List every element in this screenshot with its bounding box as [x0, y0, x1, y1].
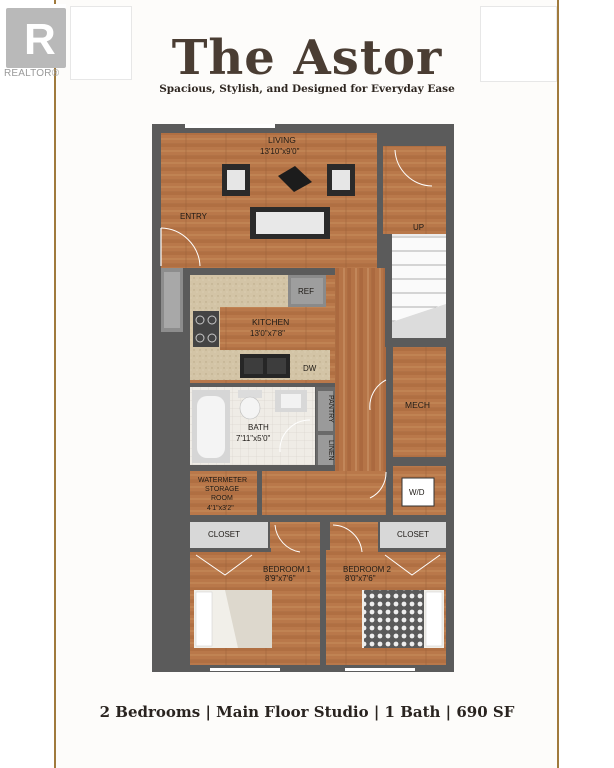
- label-bath-size: 7'11"x5'0": [236, 434, 271, 443]
- label-mech: MECH: [405, 400, 431, 410]
- wall: [320, 516, 326, 666]
- label-linen: LINEN: [327, 440, 334, 461]
- realtor-text: REALTOR®: [4, 68, 60, 79]
- wall: [181, 548, 271, 552]
- label-pantry: PANTRY: [327, 395, 334, 423]
- label-bedroom-1-size: 8'9"x7'6": [265, 574, 296, 583]
- wall: [257, 471, 262, 516]
- bed-1-pillows: [196, 592, 212, 646]
- listing-summary: 2 Bedrooms | Main Floor Studio | 1 Bath | 690 SF: [99, 703, 515, 721]
- label-kitchen: KITCHEN: [252, 317, 290, 327]
- label-up: UP: [413, 223, 425, 232]
- label-entry: ENTRY: [180, 212, 207, 221]
- lower-hall-floor: [262, 471, 390, 516]
- armchair-right-seat: [332, 170, 350, 190]
- label-living-size: 13'10"x9'0": [260, 147, 300, 156]
- label-wd: W/D: [409, 488, 425, 497]
- bedroom1-upper: [270, 522, 320, 550]
- page-subtitle: Spacious, Stylish, and Designed for Everyday Ease: [159, 83, 455, 95]
- wall: [385, 234, 392, 344]
- wall: [386, 457, 446, 466]
- entry-side-panel-inner: [164, 272, 180, 328]
- label-bedroom-2-size: 8'0"x7'6": [345, 574, 376, 583]
- wall: [181, 515, 446, 522]
- window: [345, 668, 415, 671]
- label-room: ROOM: [211, 495, 233, 502]
- bed-2-quilt: [364, 590, 424, 648]
- label-bedroom-2: BEDROOM 2: [343, 565, 392, 574]
- sofa-cushions: [256, 212, 324, 234]
- stove: [193, 311, 219, 347]
- label-kitchen-size: 13'0"x7'8": [250, 329, 285, 338]
- wall: [378, 548, 446, 552]
- svg-text:R: R: [24, 15, 56, 64]
- sink-basin: [267, 358, 286, 374]
- label-living: LIVING: [268, 135, 296, 145]
- wall: [190, 383, 335, 387]
- window: [185, 124, 275, 128]
- label-closet-1: CLOSET: [208, 530, 241, 539]
- toilet-bowl: [240, 397, 260, 419]
- label-bath: BATH: [248, 423, 269, 432]
- label-watermeter-size: 4'1"x3'2": [207, 505, 234, 512]
- bathtub-basin: [197, 396, 225, 458]
- label-bedroom-1: BEDROOM 1: [263, 565, 312, 574]
- window: [210, 668, 280, 671]
- wall: [377, 133, 383, 268]
- wall: [386, 347, 393, 517]
- label-watermeter: WATERMETER: [198, 477, 247, 484]
- label-ref: REF: [298, 287, 314, 296]
- label-storage: STORAGE: [205, 486, 240, 493]
- armchair-left-seat: [227, 170, 245, 190]
- bedroom2-upper: [330, 522, 378, 550]
- label-dw: DW: [303, 364, 317, 373]
- vanity-basin: [281, 394, 301, 408]
- wall: [385, 340, 446, 347]
- bed-2-pillows: [426, 592, 442, 646]
- entry-stair-landing-floor: [379, 146, 446, 234]
- page-title: The Astor: [171, 30, 443, 86]
- sink-basin: [244, 358, 263, 374]
- kitchen-counter-top: [190, 275, 288, 307]
- wall: [183, 268, 190, 515]
- wall: [190, 465, 335, 471]
- label-closet-2: CLOSET: [397, 530, 430, 539]
